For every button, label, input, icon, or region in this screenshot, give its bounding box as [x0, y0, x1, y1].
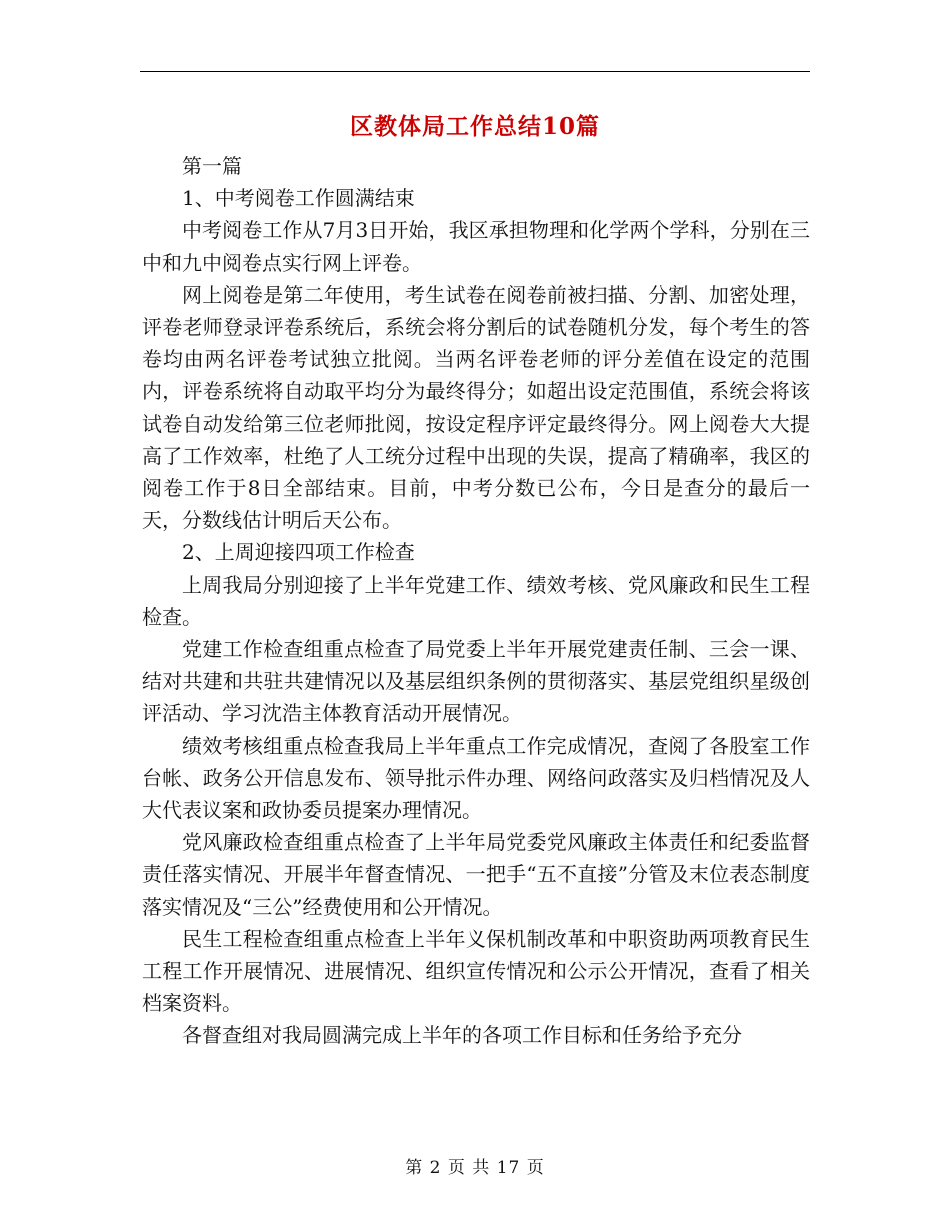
document-title: 区教体局工作总结10篇 — [349, 113, 600, 140]
subsection-heading: 2、上周迎接四项工作检查 — [182, 540, 415, 565]
body-paragraph: 上周我局分别迎接了上半年党建工作、绩效考核、党风廉政和民生工程检查。 — [142, 572, 810, 629]
body-paragraph: 党建工作检查组重点检查了局党委上半年开展党建责任制、三会一课、结对共建和共驻共建情况以及基层组织条例的贯彻落实、基层党组织星级创评活动、学习沈浩主体教育活动开展情况。 — [142, 637, 810, 726]
body-paragraph: 党风廉政检查组重点检查了上半年局党委党风廉政主体责任和纪委监督责任落实情况、开展半年督查情况、一把手“五不直接”分管及末位表态制度落实情况及“三公”经费使用和公开情况。 — [142, 830, 810, 919]
body-paragraph: 民生工程检查组重点检查上半年义保机制改革和中职资助两项教育民生工程工作开展情况、进展情况、组织宣传情况和公示公开情况，查看了相关档案资料。 — [142, 926, 810, 1016]
header-rule — [140, 71, 810, 72]
document-body — [142, 150, 810, 1052]
section-heading: 第一篇 — [182, 154, 242, 178]
subsection-heading: 1、中考阅卷工作圆满结束 — [182, 186, 415, 211]
body-paragraph: 各督查组对我局圆满完成上半年的各项工作目标和任务给予充分 — [182, 1023, 742, 1048]
body-paragraph: 中考阅卷工作从7月3日开始，我区承担物理和化学两个学科，分别在三中和九中阅卷点实行网上评卷。 — [142, 218, 810, 275]
page-number: 第 2 页 共 17 页 — [405, 1158, 545, 1178]
body-paragraph: 网上阅卷是第二年使用，考生试卷在阅卷前被扫描、分割、加密处理，评卷老师登录评卷系统后，系统会将分割后的试卷随机分发，每个考生的答卷均由两名评卷考试独立批阅。当两名评卷老师的评分差值在设定的范围内，评卷系统将自动取平均分为最终得分；如超出设定范围值，系统会将该试卷自动发给第三位老师批阅，按设定程序评定最终得分。网上阅卷大大提高了工作效率，杜绝了人工统分过程中出现的失误，提高了精确率，我区的阅卷工作于8日全部结束。目前，中考分数已公布，今日是查分的最后一天，分数线估计明后天公布。 — [142, 282, 810, 533]
body-paragraph: 绩效考核组重点检查我局上半年重点工作完成情况，查阅了各股室工作台帐、政务公开信息发布、领导批示件办理、网络问政落实及归档情况及人大代表议案和政协委员提案办理情况。 — [142, 733, 810, 823]
